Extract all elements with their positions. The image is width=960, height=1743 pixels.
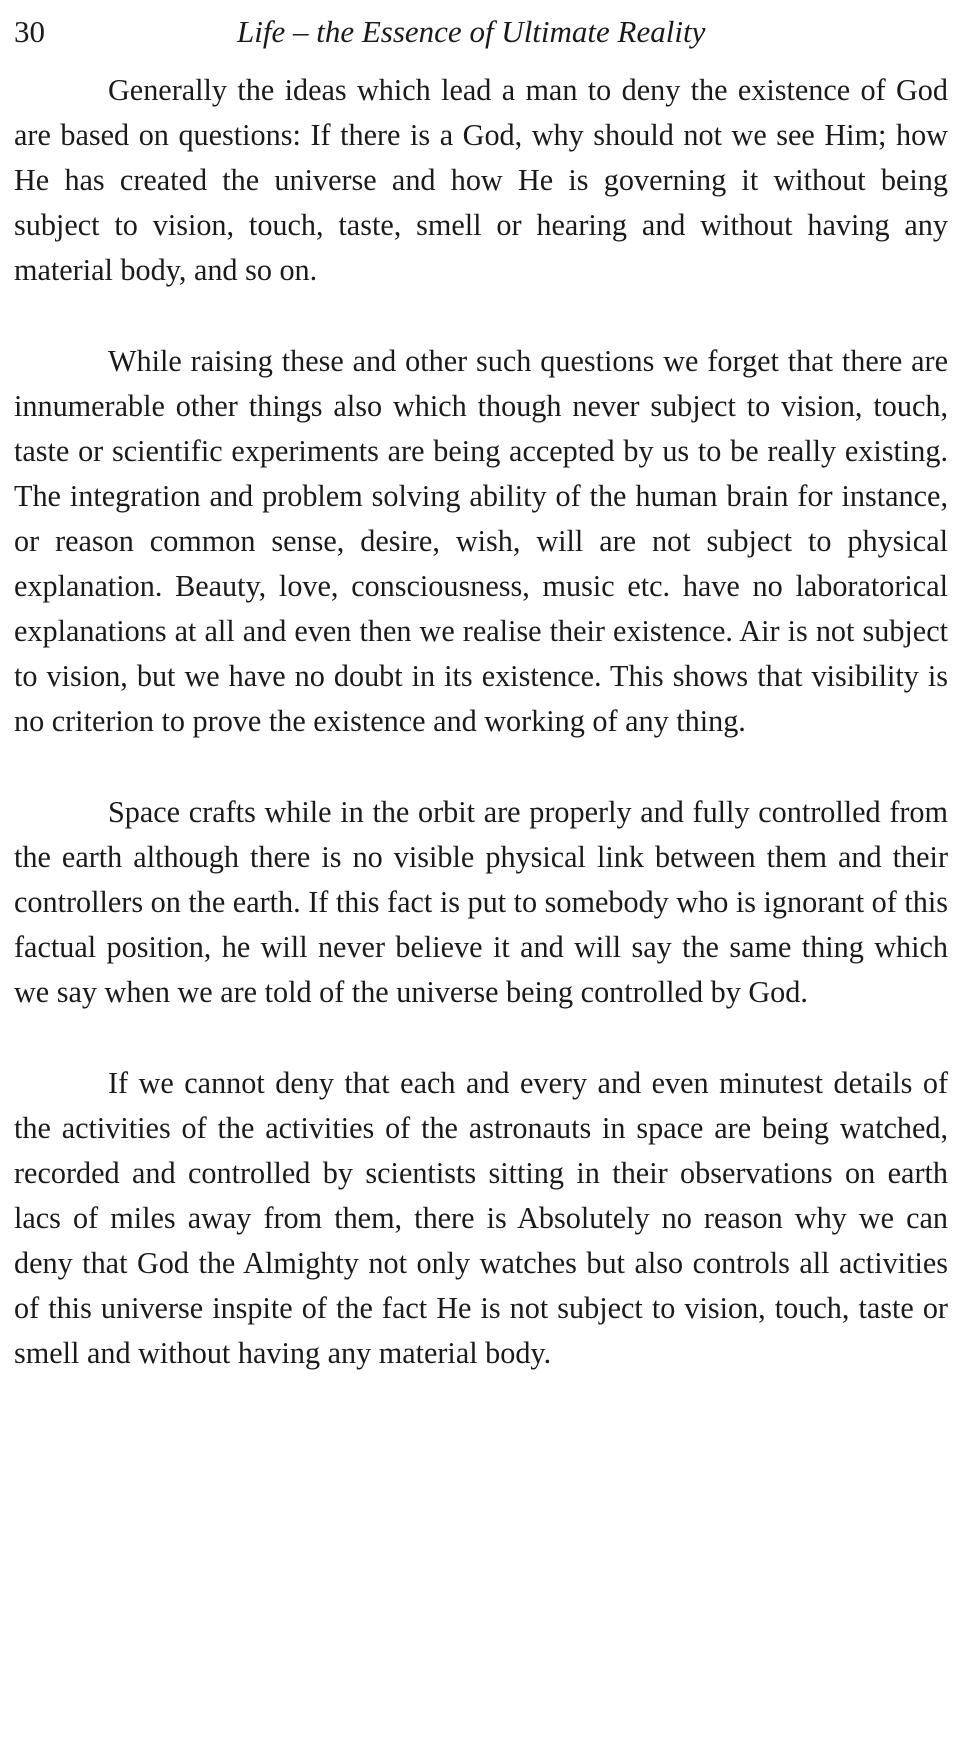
running-title: Life – the Essence of Ultimate Reality [237,14,706,49]
paragraph-4: If we cannot deny that each and every and even minutest details of the activities of the activities of the astronauts in space are being watched, recorded and controlled by scientists sitting in their observations on earth lacs of miles away from them, there is Absolutely no reason why we can deny that God the Almighty not only watches but also controls all activities of this universe inspite of the fact He is not subject to vision, touch, taste or smell and without having any material body. [14,1066,948,1370]
paragraph-3: Space crafts while in the orbit are properly and fully controlled from the earth although there is no visible physical link between them and their controllers on the earth. If this fact is put to somebody who is ignorant of this factual position, he will never believe it and will say the same thing which we say when we are told of the universe being controlled by God. [14,795,948,1009]
paragraph-1: Generally the ideas which lead a man to deny the existence of God are based on questions: If there is a God, why should not we see Him; how He has created the universe and how He is governing it without being subject to vision, touch, taste, smell or hearing and without having any material body, and so on. [14,73,948,287]
page-number: 30 [14,14,45,49]
paragraph-2: While raising these and other such questions we forget that there are innumerable other things also which though never subject to vision, touch, taste or scientific experiments are being accepted by us to be really existing. The integration and problem solving ability of the human brain for instance, or reason common sense, desire, wish, will are not subject to physical explanation. Beauty, love, consciousness, music etc. have no laboratorical explanations at all and even then we realise their existence. Air is not subject to vision, but we have no doubt in its existence. This shows that visibility is no criterion to prove the existence and working of any thing. [14,344,948,738]
body-text [14,68,948,1376]
page-header [14,6,948,58]
book-page [14,6,948,1422]
